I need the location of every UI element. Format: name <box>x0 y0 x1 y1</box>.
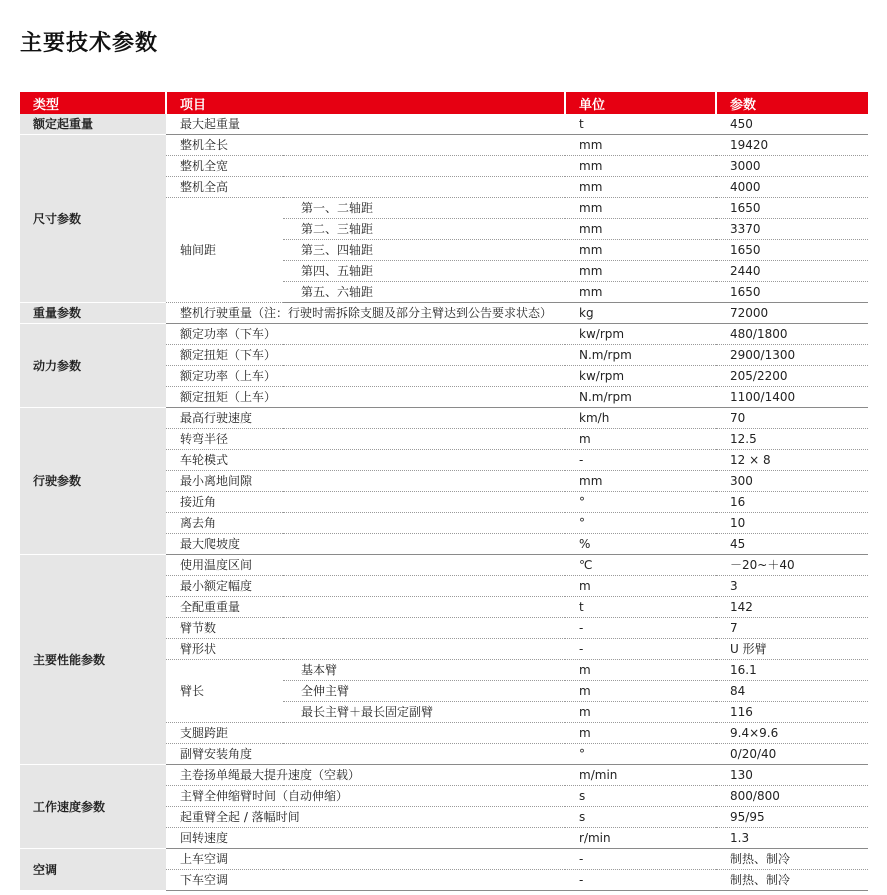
row-unit-cell: s <box>565 807 716 828</box>
row-item-cell: 最大起重量 <box>166 114 565 135</box>
row-unit-cell: r/min <box>565 828 716 849</box>
row-subitem-cell: 第四、五轴距 <box>283 261 565 282</box>
row-type-cell: 动力参数 <box>20 324 166 408</box>
row-unit-cell: mm <box>565 135 716 156</box>
row-value-cell: 12.5 <box>716 429 868 450</box>
row-item-cell: 使用温度区间 <box>166 555 565 576</box>
row-item-cell: 最大爬坡度 <box>166 534 565 555</box>
row-unit-cell: kg <box>565 303 716 324</box>
row-value-cell: 2900/1300 <box>716 345 868 366</box>
row-value-cell: 1.3 <box>716 828 868 849</box>
row-unit-cell: m/min <box>565 765 716 786</box>
row-value-cell: 19420 <box>716 135 868 156</box>
row-subitem-cell: 第二、三轴距 <box>283 219 565 240</box>
row-subitem-cell: 基本臂 <box>283 660 565 681</box>
row-value-cell: 84 <box>716 681 868 702</box>
header-item: 项目 <box>166 92 565 114</box>
row-value-cell: 10 <box>716 513 868 534</box>
row-type-cell: 工作速度参数 <box>20 765 166 849</box>
row-value-cell: 1650 <box>716 282 868 303</box>
spec-table <box>20 92 868 891</box>
row-unit-cell: mm <box>565 198 716 219</box>
row-unit-cell: mm <box>565 240 716 261</box>
row-unit-cell: kw/rpm <box>565 324 716 345</box>
row-value-cell: 1650 <box>716 198 868 219</box>
row-value-cell: 3370 <box>716 219 868 240</box>
row-subitem-cell: 第五、六轴距 <box>283 282 565 303</box>
row-value-cell: 480/1800 <box>716 324 868 345</box>
row-unit-cell: mm <box>565 471 716 492</box>
row-value-cell: 130 <box>716 765 868 786</box>
row-item-cell: 整机全长 <box>166 135 565 156</box>
row-value-cell: 300 <box>716 471 868 492</box>
row-unit-cell: kw/rpm <box>565 366 716 387</box>
row-item-cell: 车轮模式 <box>166 450 565 471</box>
row-unit-cell: km/h <box>565 408 716 429</box>
row-value-cell: U 形臂 <box>716 639 868 660</box>
row-value-cell: －20~＋40 <box>716 555 868 576</box>
row-unit-cell: mm <box>565 219 716 240</box>
row-subgroup-cell: 臂长 <box>166 660 283 723</box>
row-unit-cell: m <box>565 576 716 597</box>
table-row <box>20 408 868 429</box>
table-row <box>20 303 868 324</box>
table-row <box>20 324 868 345</box>
row-value-cell: 142 <box>716 597 868 618</box>
row-subgroup-cell: 轴间距 <box>166 198 283 303</box>
row-unit-cell: t <box>565 597 716 618</box>
page-title: 主要技术参数 <box>20 31 159 56</box>
row-unit-cell: N.m/rpm <box>565 345 716 366</box>
row-item-cell: 主卷扬单绳最大提升速度（空载） <box>166 765 565 786</box>
header-type: 类型 <box>20 92 166 114</box>
table-row <box>20 849 868 870</box>
row-value-cell: 95/95 <box>716 807 868 828</box>
row-unit-cell: mm <box>565 261 716 282</box>
header-value: 参数 <box>716 92 868 114</box>
row-value-cell: 9.4×9.6 <box>716 723 868 744</box>
row-item-cell: 离去角 <box>166 513 565 534</box>
row-unit-cell: mm <box>565 156 716 177</box>
row-type-cell: 空调 <box>20 849 166 891</box>
row-value-cell: 制热、制冷 <box>716 849 868 870</box>
row-unit-cell: ° <box>565 492 716 513</box>
row-unit-cell: - <box>565 849 716 870</box>
row-unit-cell: s <box>565 786 716 807</box>
table-row <box>20 135 868 156</box>
row-value-cell: 16.1 <box>716 660 868 681</box>
row-item-cell: 副臂安装角度 <box>166 744 565 765</box>
row-item-cell: 额定功率（上车） <box>166 366 565 387</box>
row-unit-cell: - <box>565 639 716 660</box>
row-type-cell: 额定起重量 <box>20 114 166 135</box>
row-item-cell: 回转速度 <box>166 828 565 849</box>
row-unit-cell: - <box>565 618 716 639</box>
row-value-cell: 4000 <box>716 177 868 198</box>
row-item-cell: 全配重重量 <box>166 597 565 618</box>
row-unit-cell: m <box>565 723 716 744</box>
row-value-cell: 205/2200 <box>716 366 868 387</box>
row-item-cell: 上车空调 <box>166 849 565 870</box>
row-unit-cell: t <box>565 114 716 135</box>
row-value-cell: 72000 <box>716 303 868 324</box>
row-unit-cell: m <box>565 660 716 681</box>
table-header-row <box>20 92 868 114</box>
row-unit-cell: m <box>565 702 716 723</box>
row-item-cell: 额定扭矩（上车） <box>166 387 565 408</box>
row-unit-cell: - <box>565 870 716 891</box>
row-subitem-cell: 第一、二轴距 <box>283 198 565 219</box>
row-value-cell: 45 <box>716 534 868 555</box>
header-unit: 单位 <box>565 92 716 114</box>
row-unit-cell: % <box>565 534 716 555</box>
row-item-cell: 额定扭矩（下车） <box>166 345 565 366</box>
row-value-cell: 7 <box>716 618 868 639</box>
row-value-cell: 70 <box>716 408 868 429</box>
row-item-cell: 接近角 <box>166 492 565 513</box>
row-value-cell: 12 × 8 <box>716 450 868 471</box>
table-row <box>20 555 868 576</box>
row-value-cell: 0/20/40 <box>716 744 868 765</box>
row-value-cell: 450 <box>716 114 868 135</box>
row-value-cell: 1100/1400 <box>716 387 868 408</box>
row-unit-cell: m <box>565 429 716 450</box>
table-row <box>20 765 868 786</box>
row-value-cell: 制热、制冷 <box>716 870 868 891</box>
row-unit-cell: ° <box>565 744 716 765</box>
row-item-cell: 臂节数 <box>166 618 565 639</box>
row-value-cell: 116 <box>716 702 868 723</box>
row-value-cell: 800/800 <box>716 786 868 807</box>
row-item-cell: 起重臂全起 / 落幅时间 <box>166 807 565 828</box>
row-item-cell: 整机全宽 <box>166 156 565 177</box>
row-item-cell: 整机行驶重量（注：行驶时需拆除支腿及部分主臂达到公告要求状态） <box>166 303 565 324</box>
row-subitem-cell: 最长主臂＋最长固定副臂 <box>283 702 565 723</box>
row-item-cell: 主臂全伸缩臂时间（自动伸缩） <box>166 786 565 807</box>
row-unit-cell: ° <box>565 513 716 534</box>
row-type-cell: 主要性能参数 <box>20 555 166 765</box>
row-type-cell: 重量参数 <box>20 303 166 324</box>
row-value-cell: 16 <box>716 492 868 513</box>
row-item-cell: 转弯半径 <box>166 429 565 450</box>
row-item-cell: 臂形状 <box>166 639 565 660</box>
row-item-cell: 整机全高 <box>166 177 565 198</box>
row-value-cell: 2440 <box>716 261 868 282</box>
row-item-cell: 最高行驶速度 <box>166 408 565 429</box>
row-unit-cell: N.m/rpm <box>565 387 716 408</box>
row-type-cell: 行驶参数 <box>20 408 166 555</box>
row-unit-cell: mm <box>565 282 716 303</box>
row-subitem-cell: 全伸主臂 <box>283 681 565 702</box>
row-unit-cell: m <box>565 681 716 702</box>
row-unit-cell: - <box>565 450 716 471</box>
row-item-cell: 最小额定幅度 <box>166 576 565 597</box>
row-item-cell: 额定功率（下车） <box>166 324 565 345</box>
row-item-cell: 最小离地间隙 <box>166 471 565 492</box>
table-row <box>20 114 868 135</box>
row-value-cell: 3 <box>716 576 868 597</box>
row-type-cell: 尺寸参数 <box>20 135 166 303</box>
row-unit-cell: ℃ <box>565 555 716 576</box>
row-subitem-cell: 第三、四轴距 <box>283 240 565 261</box>
row-unit-cell: mm <box>565 177 716 198</box>
spec-table-body <box>20 114 868 891</box>
row-item-cell: 下车空调 <box>166 870 565 891</box>
row-value-cell: 3000 <box>716 156 868 177</box>
row-value-cell: 1650 <box>716 240 868 261</box>
row-item-cell: 支腿跨距 <box>166 723 565 744</box>
